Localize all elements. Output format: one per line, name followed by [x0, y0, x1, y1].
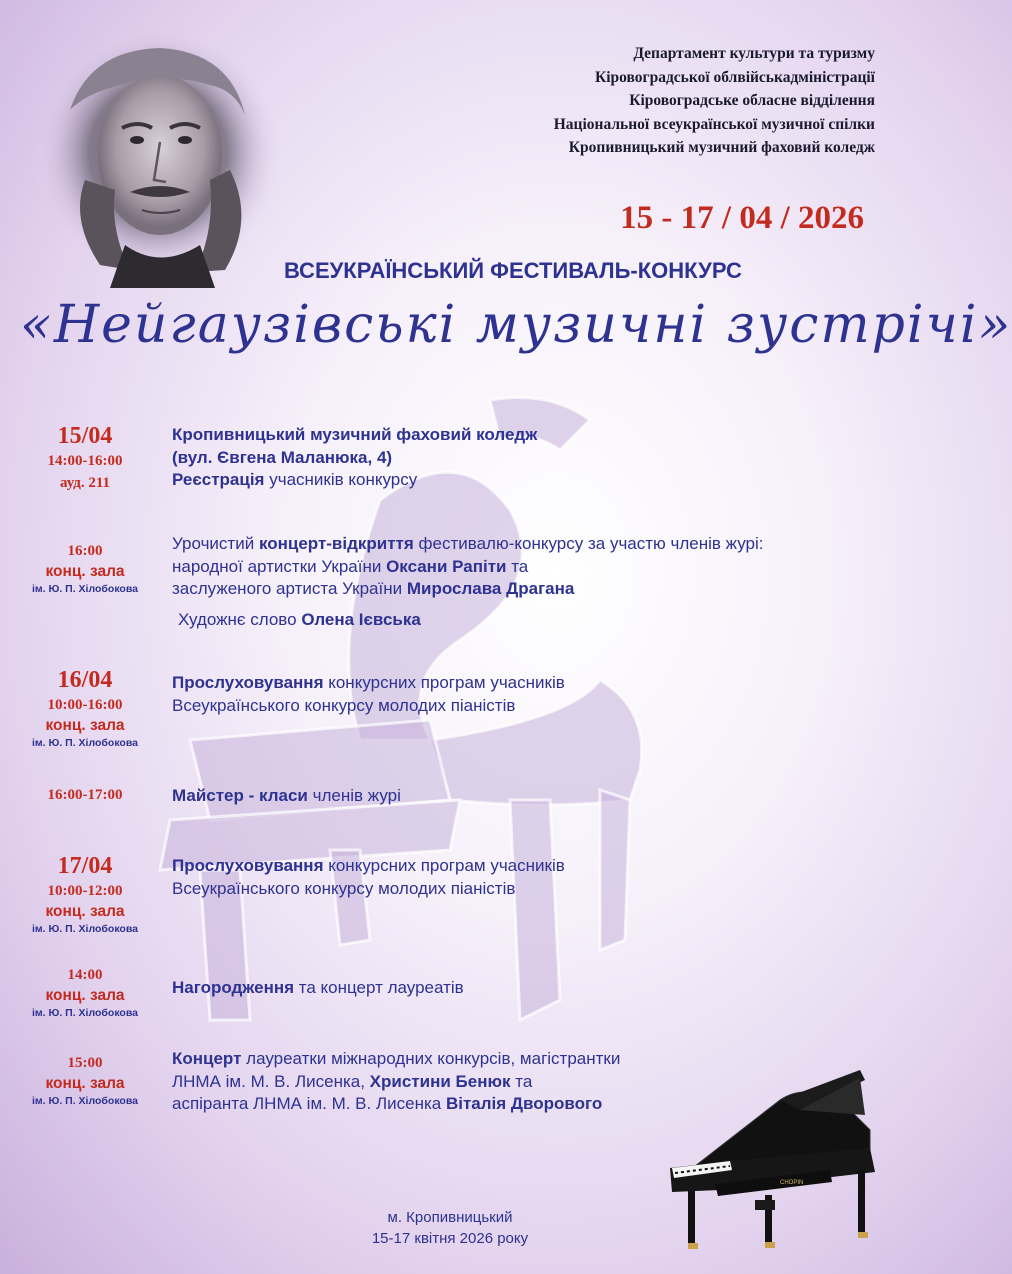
- event-hall: конц. зала: [45, 1075, 125, 1092]
- grand-piano-image: [660, 1060, 890, 1260]
- organizer-line: Кіровоградське обласне відділення: [629, 92, 875, 110]
- event-time: 14:00: [67, 967, 103, 983]
- text: лауреатки міжнародних конкурсів, магістрантки: [241, 1049, 621, 1068]
- performer-name: Віталія Дворового: [445, 1094, 603, 1113]
- event-7-when: [10, 1052, 160, 1108]
- event-time: 10:00-16:00: [47, 697, 123, 713]
- event-hall-name: ім. Ю. П. Хілобокова: [31, 583, 138, 595]
- festival-subtitle: ВСЕУКРАЇНСЬКИЙ ФЕСТИВАЛЬ-КОНКУРС: [284, 258, 742, 283]
- event-1-details: [172, 424, 537, 492]
- awards-label: Нагородження: [172, 978, 295, 997]
- organizer-line: Кропивницький музичний фаховий коледж: [568, 139, 875, 157]
- event-time: 10:00-12:00: [47, 883, 123, 899]
- event-6-details: [172, 977, 464, 1000]
- event-6-when: [10, 964, 160, 1020]
- text: конкурсних програм учасників: [323, 673, 565, 692]
- event-3-when: [10, 666, 160, 750]
- event-hall: конц. зала: [45, 717, 125, 734]
- performer-name: Христини Бенюк: [369, 1071, 511, 1091]
- event-hall: конц. зала: [45, 563, 125, 580]
- registration-label: Реєстрація: [172, 470, 265, 489]
- event-7-details: [172, 1048, 620, 1116]
- jury-member-name: Мирослава Драгана: [406, 579, 575, 598]
- text: Всеукраїнського конкурсу молодих піаністів: [172, 695, 516, 715]
- college-name: Кропивницький музичний фаховий коледж: [172, 425, 538, 444]
- reader-name: Олена Ієвська: [301, 609, 421, 629]
- festival-dates: 15 - 17 / 04 / 2026: [620, 200, 864, 236]
- svg-text:CHOPIN: CHOPIN: [780, 1180, 804, 1186]
- text: аспіранта ЛНМА ім. М. В. Лисенка: [172, 1094, 446, 1113]
- event-hall-name: ім. Ю. П. Хілобокова: [31, 1007, 138, 1019]
- text: членів журі: [307, 786, 401, 805]
- event-1-when: [10, 422, 160, 494]
- event-day: 15/04: [57, 423, 113, 449]
- text: конкурсних програм учасників: [323, 856, 565, 875]
- text: та: [510, 1071, 533, 1091]
- event-time: 15:00: [67, 1055, 103, 1071]
- auditions-label: Прослуховування: [172, 856, 324, 875]
- event-5-when: [10, 852, 160, 936]
- event-3-details: [172, 672, 565, 717]
- event-room: ауд. 211: [59, 475, 111, 491]
- footer-date: 15-17 квітня 2026 року: [371, 1230, 529, 1247]
- event-hall-name: ім. Ю. П. Хілобокова: [31, 737, 138, 749]
- portrait-image: [30, 30, 285, 290]
- event-2-when: [10, 540, 160, 596]
- event-time: 14:00-16:00: [47, 453, 123, 469]
- event-hall-name: ім. Ю. П. Хілобокова: [31, 1095, 138, 1107]
- event-day: 17/04: [57, 853, 113, 879]
- opening-concert-label: концерт-відкриття: [258, 534, 414, 553]
- concert-label: Концерт: [172, 1049, 242, 1068]
- event-4-details: [172, 785, 401, 808]
- event-2-details: [172, 533, 764, 631]
- text: Художнє слово: [178, 609, 302, 629]
- footer: [300, 1207, 600, 1249]
- event-hall: конц. зала: [45, 987, 125, 1004]
- masterclass-label: Майстер - класи: [172, 786, 308, 805]
- organizer-line: Кіровоградської облвійськадміністрації: [594, 68, 875, 86]
- event-day: 16/04: [57, 667, 113, 693]
- auditions-label: Прослуховування: [172, 673, 324, 692]
- jury-member-name: Оксани Рапіти: [386, 556, 507, 576]
- event-hall-name: ім. Ю. П. Хілобокова: [31, 923, 138, 935]
- event-hall: конц. зала: [45, 903, 125, 920]
- text: народної артистки України: [172, 556, 387, 576]
- event-5-details: [172, 855, 565, 900]
- registration-text: учасників конкурсу: [264, 470, 418, 489]
- event-4-when: [10, 784, 160, 806]
- text: та: [506, 556, 529, 576]
- event-time: 16:00: [67, 543, 103, 559]
- organizer-line: Департамент культури та туризму: [633, 45, 875, 62]
- text: фестивалю-конкурсу за участю членів журі:: [413, 534, 764, 553]
- college-address: (вул. Євгена Маланюка, 4): [172, 447, 393, 467]
- text: Всеукраїнського конкурсу молодих піаністів: [172, 878, 516, 898]
- festival-title: «Нейгаузівські музичні зустрічі»: [20, 295, 1012, 355]
- event-time: 16:00-17:00: [47, 787, 123, 803]
- organizers-block: [355, 42, 875, 160]
- text: та концерт лауреатів: [294, 978, 464, 997]
- text: заслуженого артиста України: [172, 579, 407, 598]
- text: Урочистий: [172, 534, 259, 553]
- text: ЛНМА ім. М. В. Лисенка,: [172, 1071, 370, 1091]
- footer-city: м. Кропивницький: [387, 1209, 513, 1226]
- organizer-line: Національної всеукраїнської музичної спілки: [553, 115, 875, 133]
